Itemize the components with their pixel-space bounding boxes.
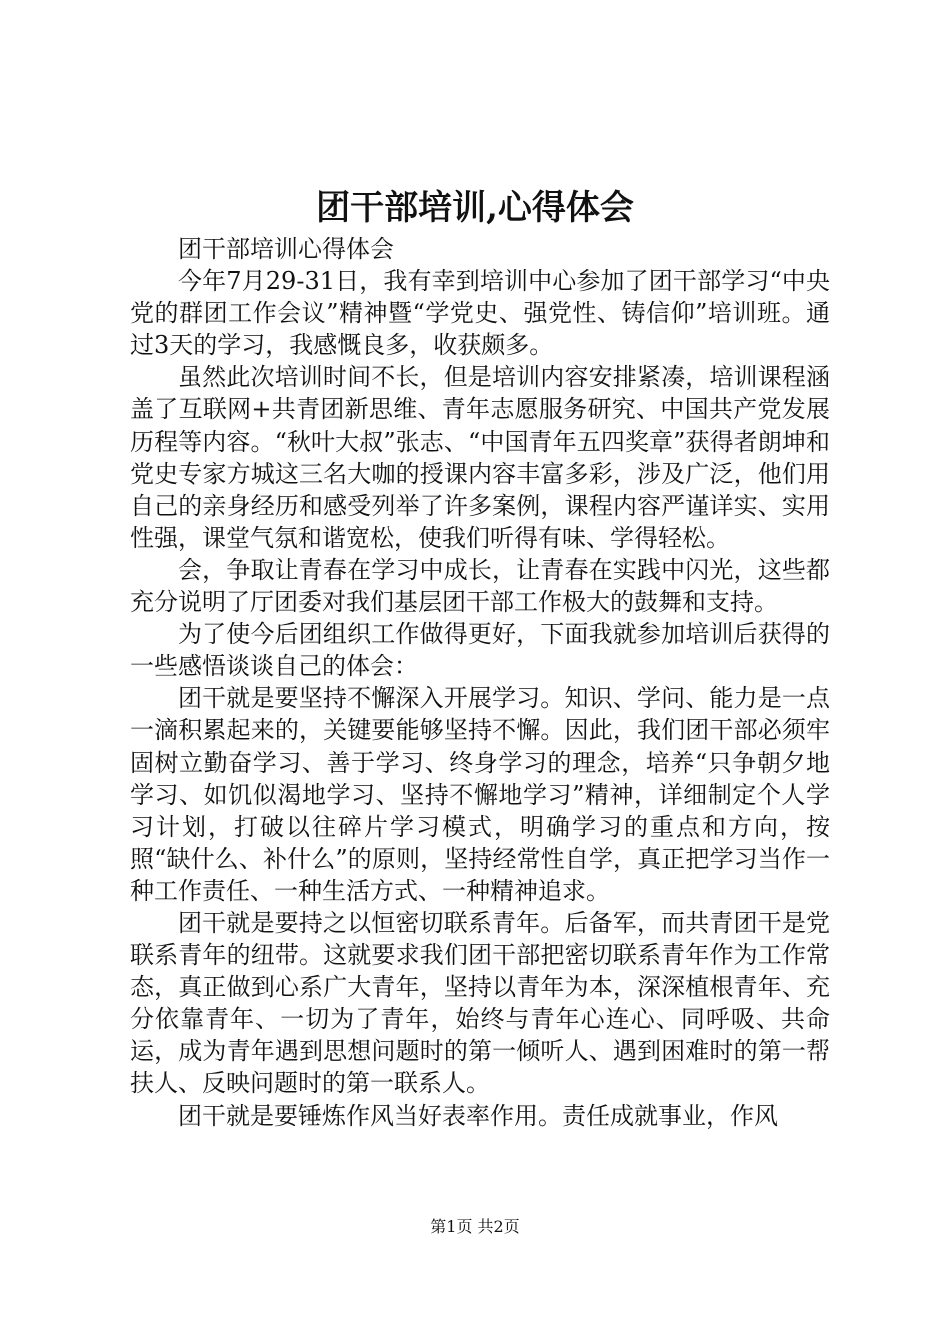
paragraph-training-content: 虽然此次培训时间不长，但是培训内容安排紧凑，培训课程涵盖了互联网+共青团新思维、青年志愿服务研究、中国共产党发展历程等内容。“秋叶大叔”张志、“中国青年五四奖章”获得者朗坤和党史专家方城这三名大咖的授课内容丰富多彩，涉及广泛，他们用自己的亲身经历和感受列举了许多案例，课程内容严谨详实、实用性强，课堂气氛和谐宽松，使我们听得有味、学得轻松。 xyxy=(130,363,830,552)
paragraph-encouragement: 会，争取让青春在学习中成长，让青春在实践中闪光，这些都充分说明了厅团委对我们基层团干部工作极大的鼓舞和支持。 xyxy=(130,555,830,617)
page-footer: 第1页 共2页 xyxy=(430,1217,520,1236)
paragraph-subtitle: 团干部培训心得体会 xyxy=(178,235,394,263)
document-title: 团干部培训,心得体会 xyxy=(316,188,634,228)
paragraph-intro: 今年7月29-31日，我有幸到培训中心参加了团干部学习“中央党的群团工作会议”精神暨“学党史、强党性、铸信仰”培训班。通过3天的学习，我感慨良多，收获颇多。 xyxy=(130,267,830,360)
paragraph-style: 团干就是要锤炼作风当好表率作用。责任成就事业，作风 xyxy=(178,1101,778,1130)
paragraph-youth-contact: 团干就是要持之以恒密切联系青年。后备军，而共青团干是党联系青年的纽带。这就要求我们团干部把密切联系青年作为工作常态，真正做到心系广大青年，坚持以青年为本，深深植根青年、充分依靠青年、一切为了青年，始终与青年心连心、同呼吸、共命运，成为青年遇到思想问题时的第一倾听人、遇到困难时的第一帮扶人、反映问题时的第一联系人。 xyxy=(130,908,830,1098)
paragraph-transition: 为了使今后团组织工作做得更好，下面我就参加培训后获得的一些感悟谈谈自己的体会： xyxy=(130,620,830,681)
document-body xyxy=(130,233,830,1132)
paragraph-study: 团干就是要坚持不懈深入开展学习。知识、学问、能力是一点一滴积累起来的，关键要能够坚持不懈。因此，我们团干部必须牢固树立勤奋学习、善于学习、终身学习的理念，培养“只争朝夕地学习、如饥似渴地学习、坚持不懈地学习”精神，详细制定个人学习计划，打破以往碎片学习模式，明确学习的重点和方向，按照“缺什么、补什么”的原则，坚持经常性自学，真正把学习当作一种工作责任、一种生活方式、一种精神追求。 xyxy=(130,684,830,905)
